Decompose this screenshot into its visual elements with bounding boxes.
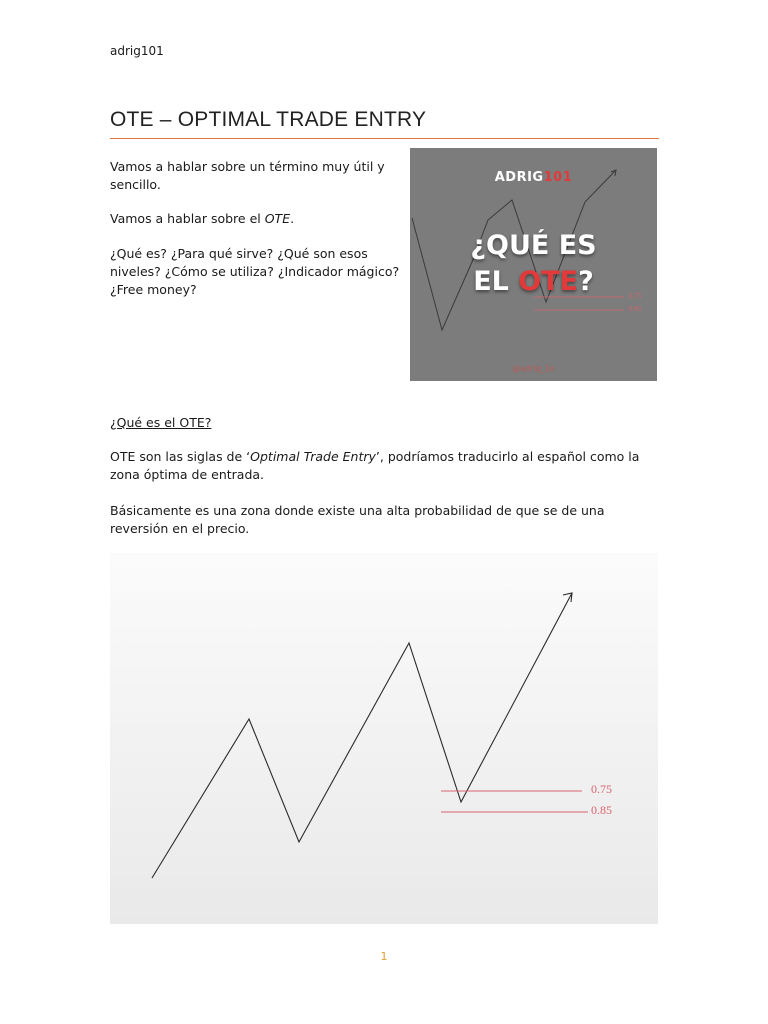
cover-headline-ote: OTE: [518, 266, 579, 297]
cover-handle: @adrig_1o: [512, 364, 555, 373]
intro-period: .: [290, 211, 295, 226]
cover-headline-el: EL: [473, 266, 519, 297]
cover-headline-2: [410, 266, 657, 297]
intro-text: Vamos a hablar sobre el: [110, 211, 265, 226]
cover-brand-name: ADRIG: [494, 170, 544, 185]
page-number: 1: [380, 950, 388, 963]
ote-diagram: [110, 553, 658, 924]
price-zigzag: [110, 553, 658, 924]
cover-level-075: 0.75: [629, 292, 642, 300]
definition-continuation: ’, podríamos traducirlo al español como la zona óptima de entrada.: [110, 449, 640, 482]
document-title: OTE – OPTIMAL TRADE ENTRY: [110, 108, 659, 139]
cover-brand: [410, 170, 657, 185]
cover-level-085: 0.85: [629, 305, 642, 313]
ote-definition: [110, 448, 659, 484]
document-author: adrig101: [110, 44, 164, 58]
cover-image: [410, 148, 657, 381]
level-label-085: 0.85: [591, 803, 612, 817]
intro-paragraph-2: [110, 210, 395, 228]
ote-basic-explanation: Básicamente es una zona donde existe una alta probabilidad de que se de una reversión en el precio.: [110, 503, 605, 536]
section-heading: ¿Qué es el OTE?: [110, 415, 212, 430]
ote-term: OTE: [264, 211, 291, 226]
level-label-075: 0.75: [591, 782, 612, 796]
definition-text: OTE son las siglas de ‘: [110, 449, 251, 464]
intro-paragraph-3: ¿Qué es? ¿Para qué sirve? ¿Qué son esos niveles? ¿Cómo se utiliza? ¿Indicador mágico? ¿Free money?: [110, 246, 400, 297]
intro-paragraph-1: Vamos a hablar sobre un término muy útil y sencillo.: [110, 159, 385, 192]
optimal-trade-entry-term: Optimal Trade Entry: [250, 449, 376, 464]
cover-headline-1: ¿QUÉ ES: [470, 230, 597, 261]
cover-brand-number: 101: [543, 170, 573, 185]
cover-headline-question: ?: [578, 266, 594, 297]
